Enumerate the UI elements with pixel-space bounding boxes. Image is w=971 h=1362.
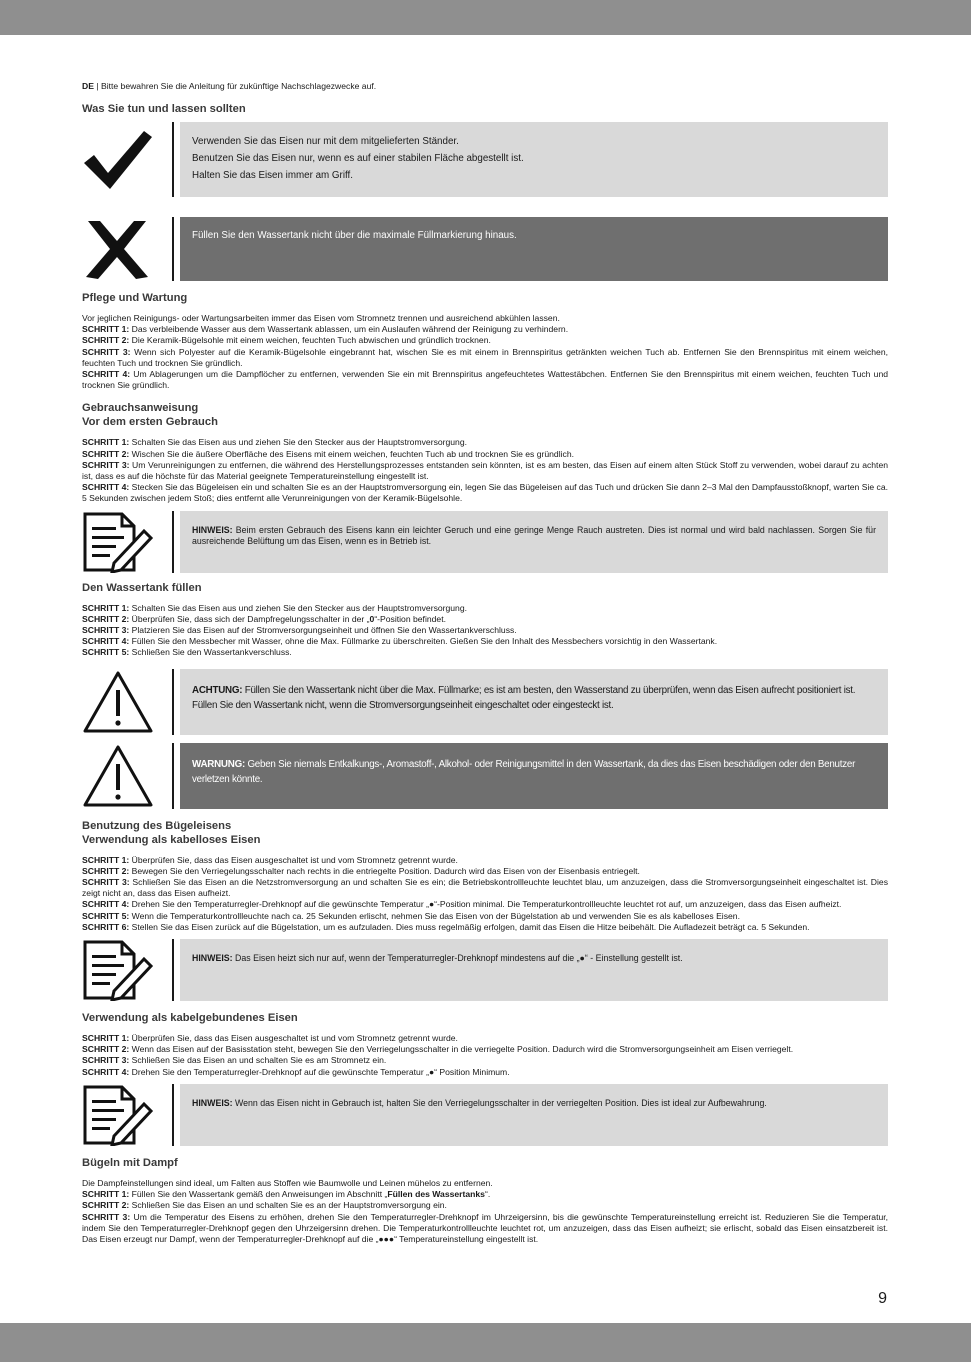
do-item: Halten Sie das Eisen immer am Griff.	[192, 170, 353, 181]
caution-box: ACHTUNG: Füllen Sie den Wassertank nicht über die Max. Füllmarke; es ist am besten, den Wasserstand zu überprüfen, wenn das Eisen aufrecht positioniert ist. Füllen Sie den Wassertank nicht, wenn die Stromversorgungseinheit eingeschaltet oder eingesteckt ist.	[180, 669, 888, 735]
note-box: HINWEIS: Beim ersten Gebrauch des Eisens kann ein leichter Geruch und eine geringe Menge Rauch austreten. Dies ist normal und wird bald nachlassen. Sorgen Sie für ausreichende Belüftung um das Eisen, wenn es in Betrieb ist.	[180, 511, 888, 573]
note-box: HINWEIS: Das Eisen heizt sich nur auf, wenn der Temperaturregler-Drehknopf mindestens auf die „●“ - Einstellung gestellt ist.	[180, 939, 888, 1001]
do-box	[180, 122, 888, 197]
dont-item: Füllen Sie den Wassertank nicht über die maximale Füllmarkierung hinaus.	[192, 230, 517, 241]
ironing-step: SCHRITT 5: Wenn die Temperaturkontrollleuchte nach ca. 25 Sekunden erlischt, nehmen Sie das Eisen von der Bügelstation ab und verwenden Sie es als kabelloses Eisen.	[82, 910, 740, 921]
note-pencil-icon	[82, 1084, 172, 1146]
corded-step: SCHRITT 1: Überprüfen Sie, dass das Eisen ausgeschaltet ist und vom Stromnetz getrennt wurde.	[82, 1033, 458, 1044]
fill-step: SCHRITT 5: Schließen Sie den Wassertankverschluss.	[82, 647, 292, 658]
fill-step: SCHRITT 1: Schalten Sie das Eisen aus und ziehen Sie den Stecker aus der Hauptstromversorgung.	[82, 602, 468, 613]
usage-step: SCHRITT 4: Stecken Sie das Bügeleisen ein und schalten Sie es an der Hauptstromversorgung ein, legen Sie das Bügeleisen auf das Tuch und drücken Sie dann 2–3 Mal den Dampfausstoßknopf, warten Sie ca. 5 Sekunden zwischen jedem Stoß; dies entfernt alle Verunreinigungen von der Keramik-Bügelsohle.	[82, 482, 889, 504]
dont-block	[82, 217, 888, 281]
care-heading: Pflege und Wartung	[82, 292, 188, 304]
usage-step: SCHRITT 2: Wischen Sie die äußere Oberfläche des Eisens mit einem weichen, feuchten Tuch ab und trocknen Sie es gründlich.	[82, 448, 574, 459]
page-number: 9	[878, 1290, 887, 1307]
steam-heading: Bügeln mit Dampf	[82, 1156, 178, 1169]
warning-box: WARNUNG: Geben Sie niemals Entkalkungs-, Aromastoff-, Alkohol- oder Reinigungsmittel in den Wassertank, da dies das Eisen beschädigen oder den Benutzer verletzen könnte.	[180, 743, 888, 809]
language-line	[82, 80, 888, 92]
language-note: | Bitte bewahren Sie die Anleitung für zukünftige Nachschlagezwecke auf.	[93, 81, 377, 91]
note-block	[82, 511, 888, 573]
cross-icon	[82, 217, 172, 281]
do-block	[82, 122, 888, 197]
fill-step: SCHRITT 3: Platzieren Sie das Eisen auf der Stromversorgungseinheit und öffnen Sie den Wassertankverschluss.	[82, 625, 517, 636]
ironing-step: SCHRITT 4: Drehen Sie den Temperaturregler-Drehknopf auf die gewünschte Temperatur „●“-Position minimal. Die Temperaturkontrollleuchte leuchtet rot auf, um anzuzeigen, dass das Eisen aufheizt.	[82, 899, 842, 910]
ironing-heading: Benutzung des Bügeleisens	[82, 819, 232, 832]
dos-heading: Was Sie tun und lassen sollten	[82, 103, 246, 115]
page-content	[82, 80, 888, 1245]
warning-triangle-icon	[82, 669, 172, 735]
note-pencil-icon	[82, 511, 172, 573]
steam-intro: Die Dampfeinstellungen sind ideal, um Falten aus Stoffen wie Baumwolle und Leinen mühelos zu entfernen.	[82, 1177, 493, 1188]
checkmark-icon	[82, 122, 172, 197]
corded-heading: Verwendung als kabelgebundenes Eisen	[82, 1012, 298, 1025]
ironing-subheading: Verwendung als kabelloses Eisen	[82, 833, 261, 846]
usage-subheading: Vor dem ersten Gebrauch	[82, 416, 218, 429]
corded-step: SCHRITT 2: Wenn das Eisen auf der Basisstation steht, bewegen Sie den Verriegelungsschalter in die verriegelte Position. Dadurch wird die Stromversorgungseinheit am Eisen verriegelt.	[82, 1044, 794, 1055]
note-block	[82, 939, 888, 1001]
do-item: Benutzen Sie das Eisen nur, wenn es auf einer stabilen Fläche abgestellt ist.	[192, 153, 524, 164]
usage-step: SCHRITT 1: Schalten Sie das Eisen aus und ziehen Sie den Stecker aus der Hauptstromversorgung.	[82, 437, 468, 448]
ironing-step: SCHRITT 1: Überprüfen Sie, dass das Eisen ausgeschaltet ist und vom Stromnetz getrennt wurde.	[82, 854, 458, 865]
fill-step: SCHRITT 2: Überprüfen Sie, dass sich der Dampfregelungsschalter in der „0“-Position befindet.	[82, 613, 446, 624]
top-bar	[0, 0, 971, 35]
ironing-step: SCHRITT 6: Stellen Sie das Eisen zurück auf die Bügelstation, um es aufzuladen. Dies muss regelmäßig erfolgen, damit das Eisen die Hitze beibehält. Die Aufladezeit beträgt ca. 5 Sekunden.	[82, 921, 810, 932]
warning-triangle-icon	[82, 743, 172, 809]
care-step: SCHRITT 3: Wenn sich Polyester auf die Keramik-Bügelsohle eingebrannt hat, wischen Sie es mit einem in Brennspiritus getränkten weichen Tuch ab. Entfernen Sie den Brennspiritus mit einem weichen, feuchten Tuch und trocknen Sie gründlich.	[82, 346, 888, 368]
language-code: DE	[82, 81, 94, 91]
note-pencil-icon	[82, 939, 172, 1001]
fill-heading: Den Wassertank füllen	[82, 581, 202, 594]
usage-heading: Gebrauchsanweisung	[82, 402, 199, 415]
caution-block	[82, 669, 888, 735]
usage-step: SCHRITT 3: Um Verunreinigungen zu entfernen, die während des Herstellungsprozesses entstanden sein könnten, ist es am besten, das Eisen auf einem alten Stück Stoff zu verwenden, wobei darauf zu achten ist, dass es auf die höchste für das Material geeignete Temperatureinstellung eingestellt ist.	[82, 459, 889, 482]
bottom-bar	[0, 1323, 971, 1362]
warning-block	[82, 743, 888, 809]
note-box: HINWEIS: Wenn das Eisen nicht in Gebrauch ist, halten Sie den Verriegelungsschalter in der verriegelten Position. Dies ist ideal zur Aufbewahrung.	[180, 1084, 888, 1146]
do-item: Verwenden Sie das Eisen nur mit dem mitgelieferten Ständer.	[192, 136, 459, 147]
note-block	[82, 1084, 888, 1146]
care-step: SCHRITT 1: Das verbleibende Wasser aus dem Wassertank ablassen, um ein Auslaufen während der Reinigung zu verhindern.	[82, 324, 569, 335]
care-intro: Vor jeglichen Reinigungs- oder Wartungsarbeiten immer das Eisen vom Stromnetz trennen und ausreichend abkühlen lassen.	[82, 313, 560, 323]
corded-step: SCHRITT 4: Drehen Sie den Temperaturregler-Drehknopf auf die gewünschte Temperatur „●“ Position Minimum.	[82, 1066, 510, 1077]
ironing-step: SCHRITT 3: Schließen Sie das Eisen an die Netzstromversorgung an und schalten Sie es ein; die Betriebskontrollleuchte leuchtet blau, um anzuzeigen, dass die Stromversorgungseinheit eingeschaltet ist. Dies zeigt nicht an, dass das Eisen aufheizt.	[82, 877, 889, 899]
care-step: SCHRITT 4: Um Ablagerungen um die Dampflöcher zu entfernen, verwenden Sie ein mit Brennspiritus angefeuchtetes Wattestäbchen. Entfernen Sie den Brennspiritus mit einem weichen, feuchten Tuch und trocknen Sie gründlich.	[82, 369, 888, 391]
fill-step: SCHRITT 4: Füllen Sie den Messbecher mit Wasser, ohne die Max. Füllmarke zu überschreiten. Gießen Sie den Inhalt des Messbechers vorsichtig in den Wassertank.	[82, 636, 718, 647]
ironing-step: SCHRITT 2: Bewegen Sie den Verriegelungsschalter nach rechts in die entriegelte Position. Dadurch wird das Eisen von der Eisenbasis entriegelt.	[82, 865, 640, 876]
steam-step: SCHRITT 3: Um die Temperatur des Eisens zu erhöhen, drehen Sie den Temperaturregler-Drehknopf im Uhrzeigersinn, bis die gewünschte Temperatureinstellung erreicht ist. Reduzieren Sie die Temperatur, indem Sie den Temperaturregler-Drehknopf gegen den Uhrzeigersinn drehen. Die Temperaturkontrollleuchte leuchtet rot, um anzuzeigen, dass das Eisen aufheizt; sie erlischt, sobald das Eisen einsatzbereit ist. Das Eisen erzeugt nur Dampf, wenn der Temperaturregler-Drehknopf auf die „●●●“ Temperatureinstellung eingestellt ist.	[82, 1211, 889, 1244]
steam-step: SCHRITT 1: Füllen Sie den Wassertank gemäß den Anweisungen im Abschnitt „Füllen des Wassertanks“.	[82, 1189, 491, 1200]
dont-box	[180, 217, 888, 281]
steam-step: SCHRITT 2: Schließen Sie das Eisen an und schalten Sie es an der Hauptstromversorgung ein.	[82, 1200, 447, 1211]
corded-step: SCHRITT 3: Schließen Sie das Eisen an und schalten Sie es am Stromnetz ein.	[82, 1055, 387, 1066]
care-step: SCHRITT 2: Die Keramik-Bügelsohle mit einem weichen, feuchten Tuch abwischen und gründlich trocknen.	[82, 335, 491, 346]
